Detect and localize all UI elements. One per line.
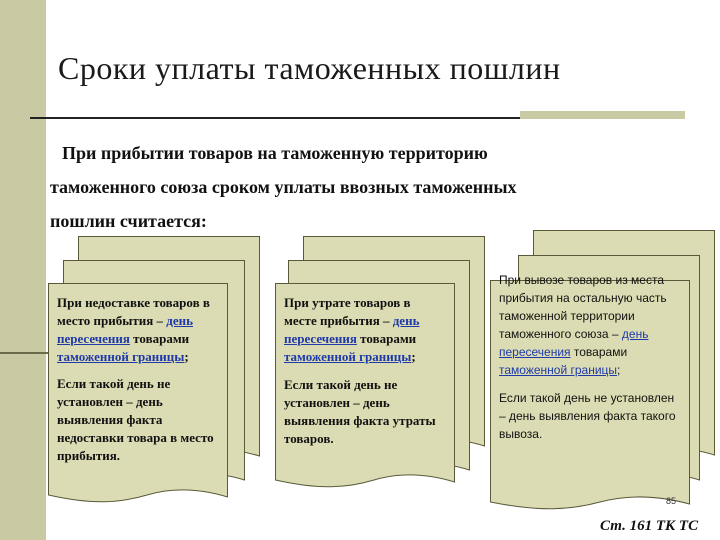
- page-number: 85: [666, 496, 677, 506]
- card-1-link-border[interactable]: таможенной границы: [57, 349, 185, 364]
- document-wave-edge: [275, 472, 455, 488]
- card-2-link-day[interactable]: день пересечения: [284, 313, 420, 346]
- intro-line-2: таможенного союза сроком уплаты ввозных таможенных: [50, 177, 517, 197]
- intro-line-1: При прибытии товаров на таможенную территорию: [62, 143, 488, 163]
- intro-text: [30, 136, 670, 238]
- card-non-delivery: [48, 283, 228, 488]
- card-3-primary-end: ;: [617, 363, 621, 377]
- card-1-primary-end: ;: [184, 349, 189, 364]
- card-2-primary: [284, 294, 446, 366]
- card-1-link-day[interactable]: день пересечения: [57, 313, 194, 346]
- card-2-link-border[interactable]: таможенной границы: [284, 349, 412, 364]
- card-3-primary-text: При вывозе товаров из места прибытия на остальную часть таможенной территории таможенного союза –: [499, 273, 667, 341]
- card-2-secondary: Если такой день не установлен – день выявления факта утраты товаров.: [284, 377, 436, 446]
- card-2-primary-end: ;: [411, 349, 416, 364]
- card-export: [490, 273, 690, 495]
- card-3-link-day[interactable]: день пересечения: [499, 327, 649, 359]
- card-2-primary-mid: товарами: [356, 331, 417, 346]
- card-3-primary: [499, 271, 683, 379]
- card-loss: [275, 283, 455, 473]
- intro-line-3: пошлин считается:: [50, 211, 207, 231]
- title-accent-bar: [520, 111, 685, 119]
- card-1-primary: [57, 294, 219, 366]
- card-3-link-border[interactable]: таможенной границы: [499, 363, 618, 377]
- document-wave-edge: [490, 494, 690, 510]
- left-decor-bar: [0, 0, 46, 540]
- document-wave-edge: [48, 487, 228, 503]
- card-3-primary-mid: товарами: [570, 345, 628, 359]
- card-2-primary-text: При утрате товаров в месте прибытия –: [284, 295, 411, 328]
- card-1-secondary: Если такой день не установлен – день выявления факта недоставки товара в место прибытия.: [57, 376, 214, 463]
- card-1-primary-mid: товарами: [129, 331, 190, 346]
- legal-reference: Ст. 161 ТК ТС: [600, 518, 699, 534]
- card-1-primary-text: При недоставке товаров в место прибытия –: [57, 295, 210, 328]
- card-3-secondary: Если такой день не установлен – день выявления факта такого вывоза.: [499, 391, 676, 441]
- slide-title: Сроки уплаты таможенных пошлин: [58, 50, 561, 86]
